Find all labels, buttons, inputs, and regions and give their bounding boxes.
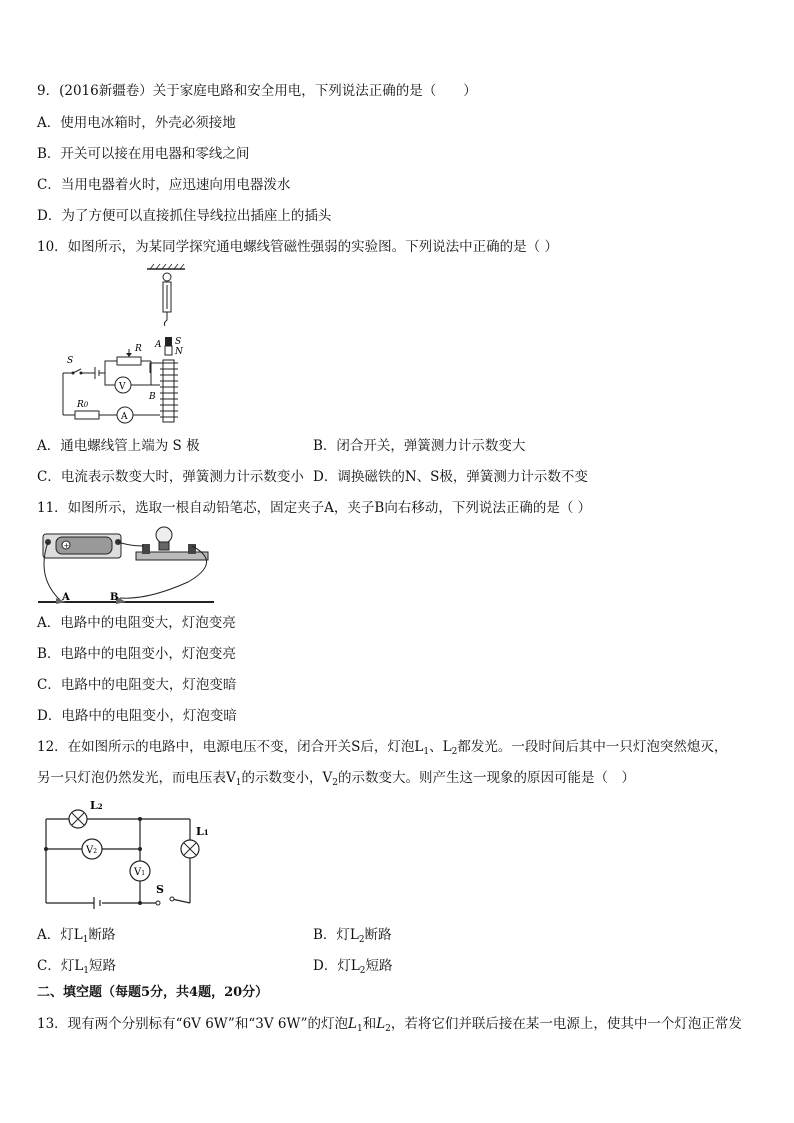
q10-stem: 10．如图所示，为某同学探究通电螺线管磁性强弱的实验图。下列说法中正确的是（ ） [37,239,558,255]
magnet-n-label: N [175,347,183,357]
q10-option-d: D．调换磁铁的N、S极，弹簧测力计示数不变 [313,469,588,485]
magnet-s-label: S [175,337,182,347]
q12-stem-line1: 12．在如图所示的电路中，电源电压不变，闭合开关S后，灯泡$L_1$、$L_2$都发光。一段时间后其中一只灯泡突然熄灭， [37,739,728,757]
clip-a-label: A [62,592,70,603]
coil-label-b: B [149,392,156,402]
q10-option-c: C．电流表示数变大时，弹簧测力计示数变小 [37,469,304,485]
q11-pencil-lead-figure [38,522,218,608]
q12-option-a: A．灯$L_1$断路 [37,927,116,945]
q11-option-a: A．电路中的电阻变大，灯泡变亮 [37,615,236,631]
q9-stem: 9．(2016新疆卷）关于家庭电路和安全用电，下列说法正确的是（ ） [37,83,477,99]
switch-s-label: S [156,883,164,896]
q12-option-c: C．灯$L_1$短路 [37,958,117,976]
q12-option-b: B．灯$L_2$断路 [313,927,392,945]
q12-option-d: D．灯$L_2$短路 [313,958,393,976]
q11-stem: 11．如图所示，选取一根自动铅笔芯，固定夹子A，夹子B向右移动，下列说法正确的是（ ） [37,500,592,516]
v1-label: V1 [134,867,146,878]
q10-solenoid-figure [55,263,205,428]
section-heading-fill-blank: 二、填空题（每题5分，共4题，20分） [37,985,269,1000]
q11-option-b: B．电路中的电阻变小，灯泡变亮 [37,646,236,662]
ammeter-label: A [121,412,128,422]
q10-option-b: B．闭合开关，弹簧测力计示数变大 [313,438,526,454]
q9-option-b: B．开关可以接在用电器和零线之间 [37,146,250,162]
q13-stem: 13．现有两个分别标有“6V 6W”和“3V 6W”的灯泡$L_1$和$L_2$，若将它们并联后接在某一电源上，使其中一个灯泡正常发 [37,1016,742,1034]
q11-option-c: C．电路中的电阻变大，灯泡变暗 [37,677,237,693]
q11-option-d: D．电路中的电阻变小，灯泡变暗 [37,708,237,724]
switch-label: S [67,356,74,366]
l1-label: L1 [196,825,209,838]
q9-option-d: D．为了方便可以直接抓住导线拉出插座上的插头 [37,208,332,224]
q10-option-a: A．通电螺线管上端为 S 极 [37,438,200,454]
v2-label: V2 [86,845,98,856]
magnet-label-a: A [155,340,162,350]
voltmeter-label: V [119,382,126,392]
clip-b-label: B [110,592,119,603]
q12-circuit-figure [40,795,220,910]
rheostat-label: R [135,344,142,354]
r0-label: R0 [77,400,89,410]
q9-option-a: A．使用电冰箱时，外壳必须接地 [37,115,236,131]
svg-text:+: + [63,542,70,550]
q9-option-c: C．当用电器着火时，应迅速向用电器泼水 [37,177,291,193]
q12-stem-line2: 另一只灯泡仍然发光，而电压表$V_1$的示数变小，$V_2$的示数变大。则产生这一现象的原因可能是（ ） [37,770,635,788]
l2-label: L2 [90,799,103,812]
